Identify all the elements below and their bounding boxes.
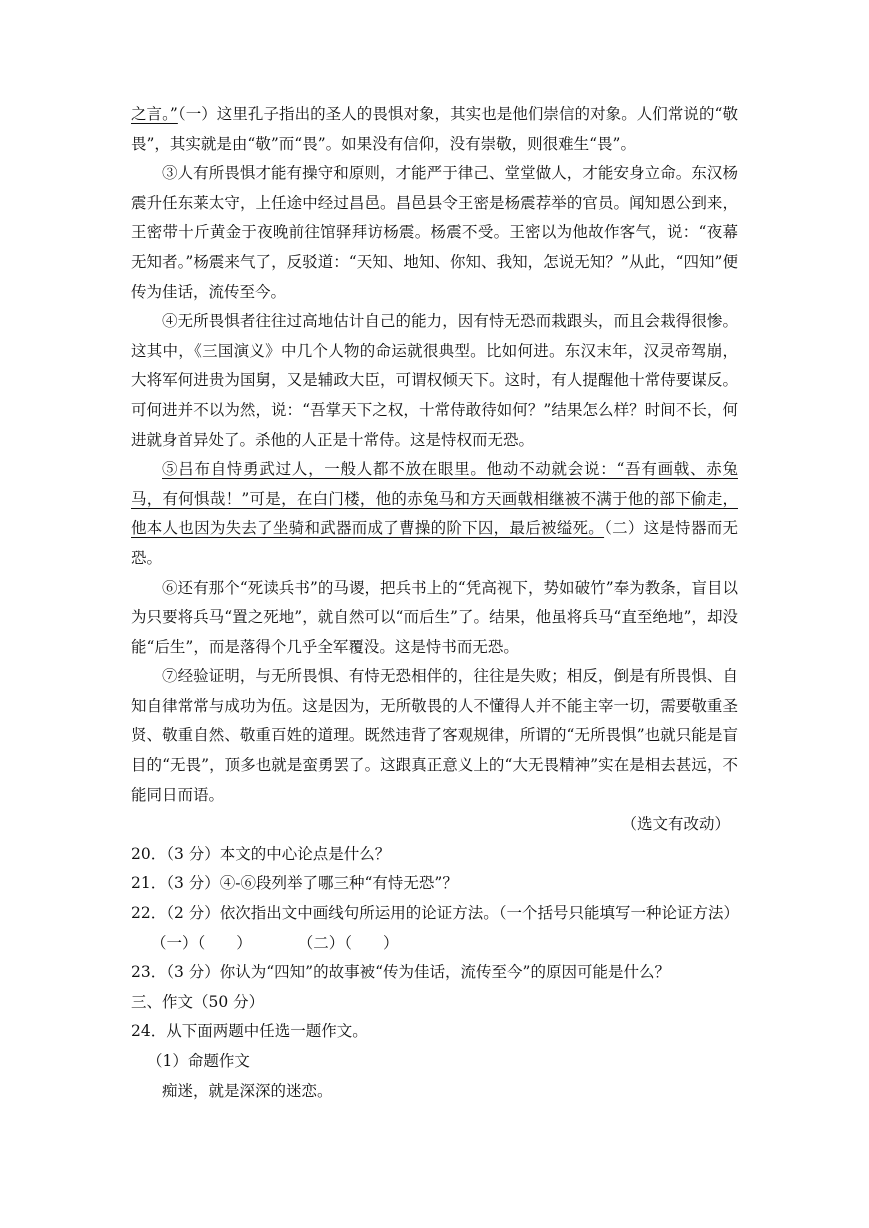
blank-2: （二）（ ） bbox=[297, 933, 399, 952]
paragraph-5-text: （二）这是恃器而无恐。 bbox=[131, 519, 738, 567]
composition-prompt: 痴迷，就是深深的迷恋。 bbox=[162, 1081, 333, 1100]
passage-paragraph-1 bbox=[131, 100, 738, 159]
paragraph-1-text: （一）这里孔子指出的圣人的畏惧对象，其实也是他们崇信的对象。人们常说的“敬畏”，其实就是由“敬”而“畏”。如果没有信仰，没有崇敬，则很难生“畏”。 bbox=[131, 105, 738, 153]
passage-paragraph-3: ③人有所畏惧才能有操守和原则，才能严于律己、堂堂做人，才能安身立命。东汉杨震升任东莱太守，上任途中经过昌邑。昌邑县令王密是杨震荐举的官员。闻知恩公到来，王密带十斤黄金于夜晚前往馆驿拜访杨震。杨震不受。王密以为他故作客气，说：“夜幕无知者。”杨震来气了，反驳道：“天知、地知、你知、我知，怎说无知？”从此，“四知”便传为佳话，流传至今。 bbox=[131, 164, 738, 301]
question-21: 21．（3 分）④-⑥段列举了哪三种“有恃无恐”？ bbox=[131, 874, 458, 893]
composition-option-1: （1）命题作文 bbox=[147, 1052, 250, 1070]
passage-paragraph-4: ④无所畏惧者往往过高地估计自己的能力，因有恃无恐而栽跟头，而且会栽得很惨。这其中，《三国演义》中几个人物的命运就很典型。比如何进。东汉末年，汉灵帝驾崩，大将军何进贵为国舅，又是辅政大臣，可谓权倾天下。这时，有人提醒他十常侍要谋反。可何进并不以为然，说：“吾掌天下之权，十常侍敢待如何？”结果怎么样？时间不长，何进就身首异处了。杀他的人正是十常侍。这是恃权而无恐。 bbox=[131, 312, 738, 449]
page-content bbox=[131, 100, 738, 1106]
question-24: 24．从下面两题中任选一题作文。 bbox=[131, 1022, 368, 1041]
section-heading-composition: 三、作文（50 分） bbox=[131, 992, 265, 1011]
question-23: 23．（3 分）你认为“四知”的故事被“传为佳话，流传至今”的原因可能是什么？ bbox=[131, 963, 670, 982]
underlined-sentence-1: 之言。” bbox=[131, 105, 178, 123]
blank-1: （一）（ ） bbox=[151, 933, 252, 952]
underlined-sentence-2: ⑤吕布自恃勇武过人，一般人都不放在眼里。他动不动就会说：“吾有画戟、赤兔马，有何惧哉！”可是，在白门楼，他的赤兔马和方天画戟相继被不满于他的部下偷走，他本人也因为失去了坐骑和武器而成了曹操的阶下囚，最后被缢死。 bbox=[131, 460, 738, 538]
passage-paragraph-5 bbox=[131, 455, 738, 573]
passage-paragraph-7: ⑦经验证明，与无所畏惧、有恃无恐相伴的，往往是失败；相反，倒是有所畏惧、自知自律常常与成功为伍。这是因为，无所敬畏的人不懂得人并不能主宰一切，需要敬重圣贤、敬重自然、敬重百姓的道理。既然违背了客观规律，所谓的“无所畏惧”也就只能是盲目的“无畏”，顶多也就是蛮勇罢了。这跟真正意义上的“大无畏精神”实在是相去甚远，不能同日而语。 bbox=[131, 667, 738, 804]
question-22: 22．（2 分）依次指出文中画线句所运用的论证方法。（一个括号只能填写一种论证方法） bbox=[131, 904, 740, 923]
question-20: 20．（3 分）本文的中心论点是什么？ bbox=[131, 844, 391, 863]
passage-paragraph-6: ⑥还有那个“死读兵书”的马谡，把兵书上的“凭高视下，势如破竹”奉为教条，盲目以为只要将兵马“置之死地”，就自然可以“而后生”了。结果，他虽将兵马“直至绝地”，却没能“后生”，而是落得个几乎全军覆没。这是恃书而无恐。 bbox=[131, 578, 738, 656]
source-note: （选文有改动） bbox=[621, 815, 730, 834]
question-22-blanks bbox=[131, 929, 738, 959]
